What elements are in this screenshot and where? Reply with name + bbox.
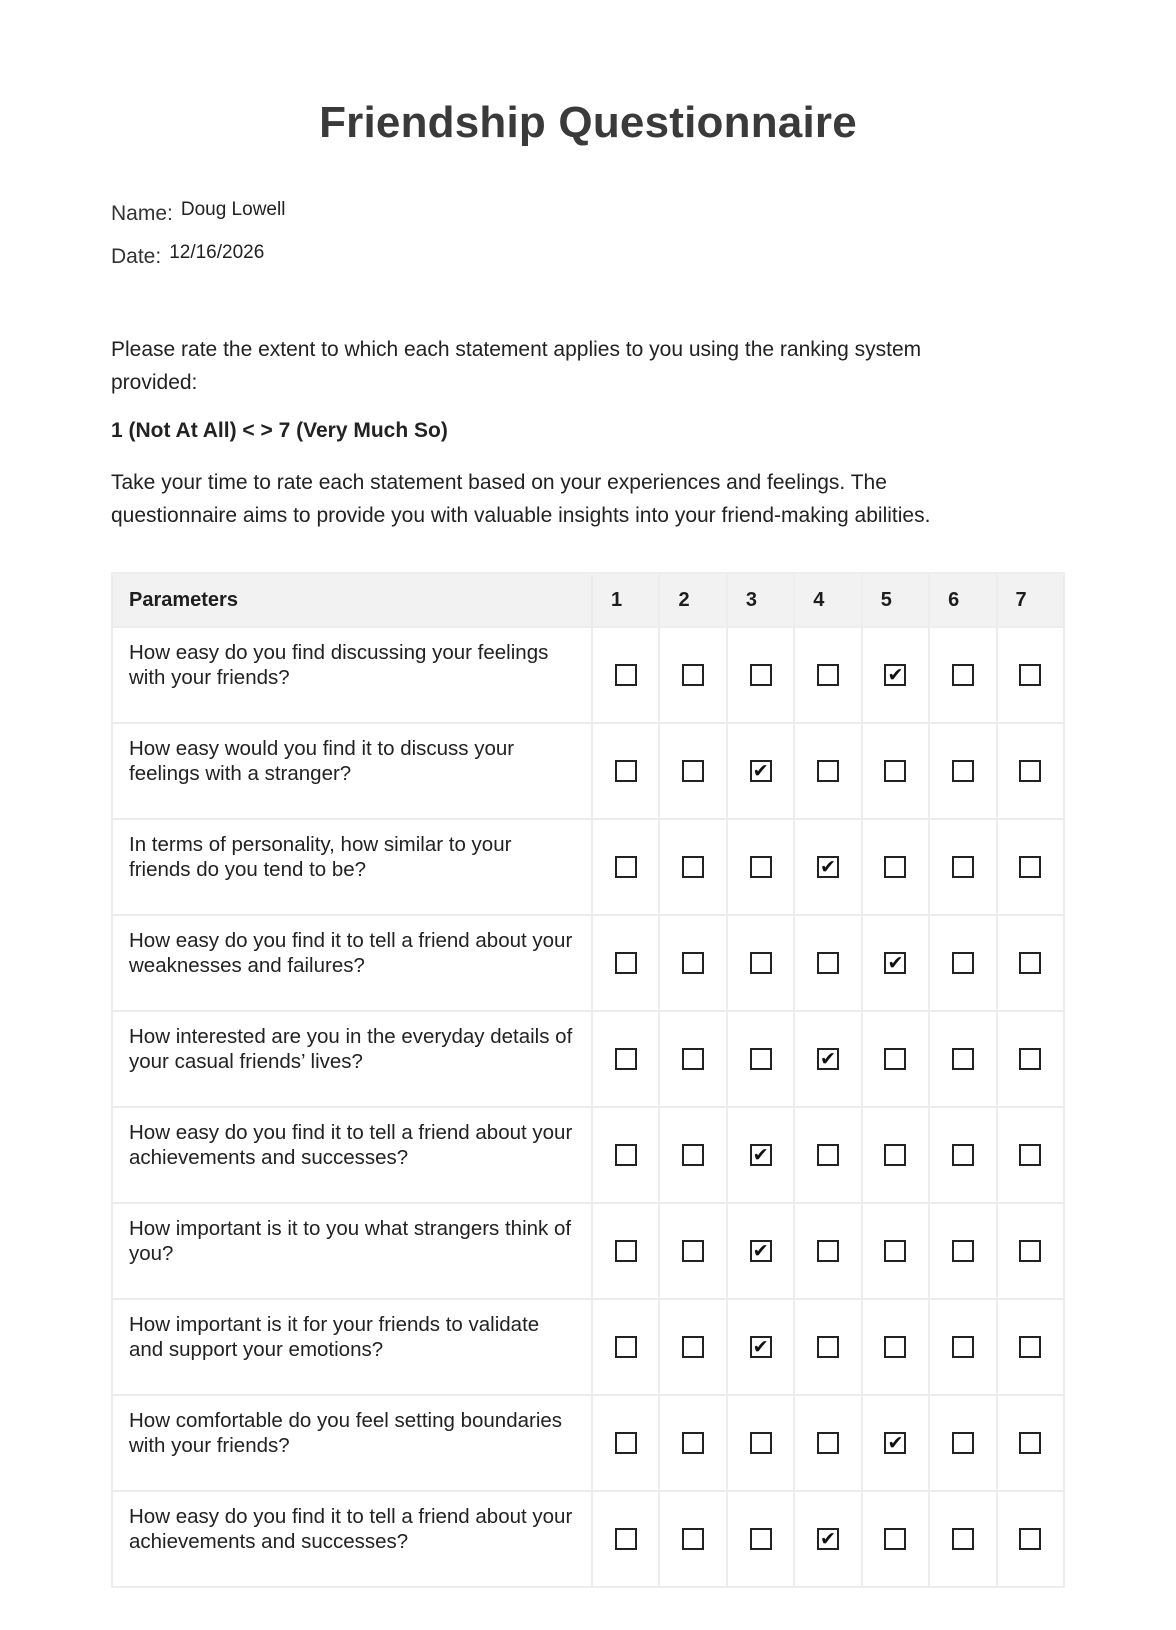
rating-checkbox[interactable] (750, 1048, 772, 1070)
rating-cell-3 (727, 627, 794, 723)
rating-cell-5 (862, 1491, 929, 1587)
rating-cell-7 (997, 1491, 1064, 1587)
rating-checkbox[interactable] (952, 856, 974, 878)
table-row (112, 1107, 1064, 1203)
rating-cell-3 (727, 723, 794, 819)
rating-table (111, 572, 1065, 1588)
rating-checkbox[interactable] (1019, 856, 1041, 878)
rating-checkbox[interactable] (615, 1528, 637, 1550)
rating-cell-5 (862, 1107, 929, 1203)
date-label: Date: (111, 245, 162, 268)
rating-cell-3 (727, 1203, 794, 1299)
rating-cell-1 (592, 723, 659, 819)
table-row (112, 1395, 1064, 1491)
rating-checkbox[interactable] (750, 664, 772, 686)
rating-checkbox[interactable] (817, 952, 839, 974)
rating-cell-7 (997, 915, 1064, 1011)
rating-checkbox[interactable] (884, 1048, 906, 1070)
rating-checkbox[interactable] (817, 1336, 839, 1358)
rating-checkbox[interactable] (1019, 1240, 1041, 1262)
rating-cell-5 (862, 915, 929, 1011)
rating-checkbox-checked[interactable] (750, 1240, 772, 1262)
rating-cell-5 (862, 723, 929, 819)
rating-cell-6 (929, 1395, 996, 1491)
rating-cell-6 (929, 915, 996, 1011)
rating-checkbox[interactable] (817, 664, 839, 686)
question-text: How easy do you find it to tell a friend about your achievements and successes? (112, 1491, 592, 1587)
rating-checkbox-checked[interactable] (884, 952, 906, 974)
table-row (112, 723, 1064, 819)
rating-cell-6 (929, 819, 996, 915)
rating-checkbox[interactable] (750, 952, 772, 974)
rating-cell-3 (727, 1491, 794, 1587)
rating-checkbox[interactable] (884, 856, 906, 878)
rating-checkbox[interactable] (952, 1144, 974, 1166)
rating-cell-1 (592, 627, 659, 723)
rating-cell-7 (997, 1395, 1064, 1491)
checkmark-icon: ✔ (820, 1048, 836, 1070)
rating-cell-2 (659, 1491, 726, 1587)
rating-cell-4 (794, 819, 861, 915)
rating-checkbox[interactable] (884, 1144, 906, 1166)
rating-cell-1 (592, 1011, 659, 1107)
rating-cell-3 (727, 1395, 794, 1491)
question-text: How easy do you find it to tell a friend about your weaknesses and failures? (112, 915, 592, 1011)
rating-cell-1 (592, 1491, 659, 1587)
rating-checkbox-checked[interactable] (750, 1336, 772, 1358)
rating-cell-6 (929, 627, 996, 723)
checkmark-icon: ✔ (887, 664, 904, 686)
rating-checkbox[interactable] (952, 760, 974, 782)
rating-checkbox[interactable] (615, 1432, 637, 1454)
rating-checkbox[interactable] (952, 1336, 974, 1358)
rating-cell-4 (794, 723, 861, 819)
scale-header-3: 3 (727, 573, 794, 627)
rating-checkbox[interactable] (682, 1528, 704, 1550)
instructions-text: Take your time to rate each statement based on your experiences and feelings. The questionnaire aims to provide you with valuable insights into your friend-making abilities. (111, 471, 931, 527)
rating-checkbox[interactable] (682, 1432, 704, 1454)
rating-cell-4 (794, 1395, 861, 1491)
rating-cell-4 (794, 1203, 861, 1299)
rating-checkbox[interactable] (615, 1336, 637, 1358)
rating-cell-3 (727, 1011, 794, 1107)
table-row (112, 819, 1064, 915)
rating-checkbox[interactable] (1019, 1336, 1041, 1358)
intro-text: Please rate the extent to which each statement applies to you using the ranking system provided: (111, 338, 922, 394)
rating-cell-6 (929, 1299, 996, 1395)
rating-cell-7 (997, 1203, 1064, 1299)
page-title: Friendship Questionnaire (319, 98, 857, 147)
name-field (111, 199, 286, 226)
rating-checkbox[interactable] (952, 664, 974, 686)
table-row (112, 915, 1064, 1011)
rating-cell-4 (794, 1107, 861, 1203)
table-row (112, 1011, 1064, 1107)
rating-checkbox[interactable] (1019, 760, 1041, 782)
rating-cell-6 (929, 723, 996, 819)
rating-checkbox[interactable] (682, 1240, 704, 1262)
rating-cell-3 (727, 1107, 794, 1203)
rating-cell-2 (659, 627, 726, 723)
checkmark-icon: ✔ (752, 1240, 769, 1262)
rating-checkbox[interactable] (750, 1528, 772, 1550)
rating-checkbox-checked[interactable] (817, 856, 839, 878)
rating-cell-3 (727, 915, 794, 1011)
rating-cell-1 (592, 1107, 659, 1203)
rating-cell-4 (794, 915, 861, 1011)
rating-cell-6 (929, 1491, 996, 1587)
table-body (112, 627, 1064, 1587)
rating-cell-5 (862, 1395, 929, 1491)
rating-checkbox[interactable] (1019, 952, 1041, 974)
question-text: How important is it for your friends to validate and support your emotions? (112, 1299, 592, 1395)
rating-cell-2 (659, 915, 726, 1011)
checkmark-icon: ✔ (887, 1432, 904, 1454)
rating-cell-1 (592, 1395, 659, 1491)
rating-cell-2 (659, 1299, 726, 1395)
rating-cell-3 (727, 819, 794, 915)
rating-cell-3 (727, 1299, 794, 1395)
rating-cell-1 (592, 1203, 659, 1299)
rating-cell-5 (862, 819, 929, 915)
rating-checkbox[interactable] (884, 760, 906, 782)
rating-cell-5 (862, 1299, 929, 1395)
rating-checkbox[interactable] (615, 760, 637, 782)
rating-cell-7 (997, 627, 1064, 723)
rating-cell-4 (794, 1011, 861, 1107)
rating-checkbox-checked[interactable] (884, 664, 906, 686)
rating-checkbox[interactable] (1019, 1048, 1041, 1070)
rating-checkbox[interactable] (884, 1528, 906, 1550)
rating-checkbox[interactable] (615, 952, 637, 974)
rating-cell-5 (862, 627, 929, 723)
parameters-header: Parameters (112, 573, 592, 627)
rating-checkbox[interactable] (817, 760, 839, 782)
checkmark-icon: ✔ (752, 1144, 769, 1166)
rating-cell-2 (659, 1107, 726, 1203)
rating-checkbox[interactable] (615, 1240, 637, 1262)
rating-cell-6 (929, 1011, 996, 1107)
rating-checkbox[interactable] (952, 952, 974, 974)
rating-cell-7 (997, 1299, 1064, 1395)
scale-header-4: 4 (794, 573, 861, 627)
rating-checkbox[interactable] (682, 952, 704, 974)
rating-cell-7 (997, 723, 1064, 819)
rating-checkbox[interactable] (817, 1240, 839, 1262)
rating-checkbox[interactable] (952, 1240, 974, 1262)
rating-cell-7 (997, 1107, 1064, 1203)
rating-checkbox[interactable] (1019, 664, 1041, 686)
question-text: In terms of personality, how similar to your friends do you tend to be? (112, 819, 592, 915)
checkmark-icon: ✔ (752, 760, 769, 782)
rating-cell-4 (794, 1299, 861, 1395)
rating-checkbox[interactable] (884, 1336, 906, 1358)
rating-cell-2 (659, 1011, 726, 1107)
question-text: How easy do you find it to tell a friend about your achievements and successes? (112, 1107, 592, 1203)
rating-checkbox[interactable] (615, 664, 637, 686)
rating-cell-4 (794, 627, 861, 723)
scale-header-6: 6 (929, 573, 996, 627)
rating-checkbox[interactable] (1019, 1528, 1041, 1550)
rating-checkbox[interactable] (884, 1240, 906, 1262)
rating-checkbox[interactable] (682, 856, 704, 878)
name-value: Doug Lowell (180, 199, 286, 220)
rating-cell-7 (997, 1011, 1064, 1107)
scale-header-1: 1 (592, 573, 659, 627)
question-text: How comfortable do you feel setting boundaries with your friends? (112, 1395, 592, 1491)
checkmark-icon: ✔ (752, 1336, 769, 1358)
rating-checkbox-checked[interactable] (817, 1528, 839, 1550)
rating-checkbox[interactable] (952, 1432, 974, 1454)
rating-checkbox[interactable] (750, 856, 772, 878)
scale-header-2: 2 (659, 573, 726, 627)
rating-cell-4 (794, 1491, 861, 1587)
question-text: How important is it to you what strangers think of you? (112, 1203, 592, 1299)
table-row (112, 1299, 1064, 1395)
checkmark-icon: ✔ (820, 1528, 836, 1550)
rating-checkbox[interactable] (1019, 1432, 1041, 1454)
rating-checkbox[interactable] (952, 1048, 974, 1070)
rating-checkbox[interactable] (682, 1336, 704, 1358)
scale-header-7: 7 (997, 573, 1064, 627)
rating-cell-2 (659, 1395, 726, 1491)
rating-checkbox[interactable] (682, 1048, 704, 1070)
rating-cell-1 (592, 819, 659, 915)
rating-scale: 1 (Not At All) < > 7 (Very Much So) (111, 419, 448, 442)
rating-checkbox[interactable] (817, 1144, 839, 1166)
rating-checkbox-checked[interactable] (750, 1144, 772, 1166)
rating-cell-2 (659, 1203, 726, 1299)
rating-cell-1 (592, 1299, 659, 1395)
rating-cell-7 (997, 819, 1064, 915)
date-value: 12/16/2026 (169, 242, 265, 263)
rating-checkbox-checked[interactable] (884, 1432, 906, 1454)
table-row (112, 627, 1064, 723)
rating-cell-6 (929, 1203, 996, 1299)
rating-checkbox[interactable] (682, 760, 704, 782)
rating-checkbox[interactable] (817, 1432, 839, 1454)
rating-cell-2 (659, 723, 726, 819)
rating-checkbox[interactable] (615, 856, 637, 878)
rating-checkbox[interactable] (682, 1144, 704, 1166)
rating-checkbox[interactable] (750, 1432, 772, 1454)
rating-cell-5 (862, 1203, 929, 1299)
question-text: How easy do you find discussing your feelings with your friends? (112, 627, 592, 723)
rating-cell-1 (592, 915, 659, 1011)
rating-checkbox[interactable] (682, 664, 704, 686)
scale-header-5: 5 (862, 573, 929, 627)
rating-cell-2 (659, 819, 726, 915)
checkmark-icon: ✔ (820, 856, 836, 878)
rating-checkbox[interactable] (615, 1144, 637, 1166)
rating-checkbox-checked[interactable] (817, 1048, 839, 1070)
date-field (111, 242, 265, 269)
rating-checkbox-checked[interactable] (750, 760, 772, 782)
table-row (112, 1491, 1064, 1587)
question-text: How interested are you in the everyday details of your casual friends’ lives? (112, 1011, 592, 1107)
rating-checkbox[interactable] (952, 1528, 974, 1550)
rating-cell-6 (929, 1107, 996, 1203)
question-text: How easy would you find it to discuss your feelings with a stranger? (112, 723, 592, 819)
checkmark-icon: ✔ (887, 952, 904, 974)
rating-checkbox[interactable] (615, 1048, 637, 1070)
rating-cell-5 (862, 1011, 929, 1107)
table-header-row (112, 573, 1064, 627)
name-label: Name: (111, 202, 173, 225)
rating-checkbox[interactable] (1019, 1144, 1041, 1166)
table-row (112, 1203, 1064, 1299)
